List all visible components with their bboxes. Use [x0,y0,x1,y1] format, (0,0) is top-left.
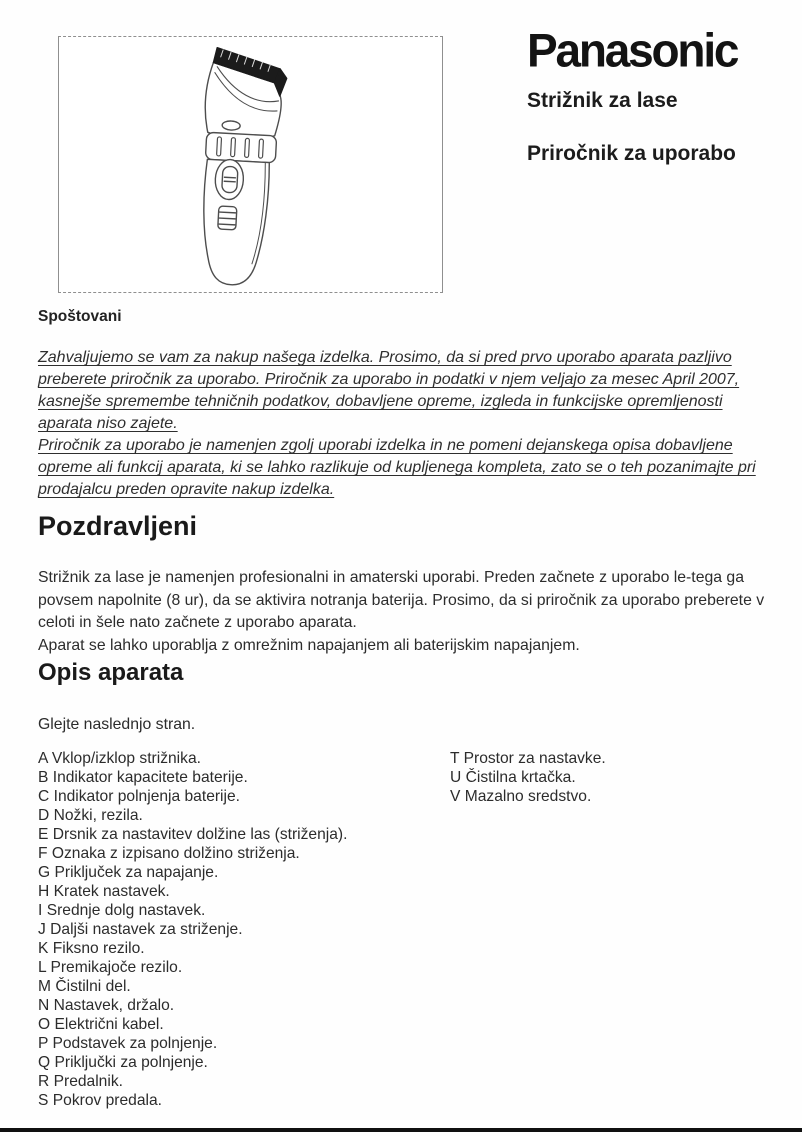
part-label: Pokrov predala. [52,1091,162,1109]
part-item-a [38,749,770,768]
part-item-v [450,787,606,806]
part-key: A [38,749,48,767]
part-label: Čistilna krtačka. [465,768,576,786]
part-label: Indikator polnjenja baterije. [53,787,240,805]
part-label: Priključki za polnjenje. [54,1053,208,1071]
part-item-h [38,882,770,901]
part-label: Električni kabel. [54,1015,164,1033]
part-item-i [38,901,770,920]
hair-clipper-illustration [59,37,442,292]
part-label: Priključek za napajanje. [54,863,219,881]
description-note: Glejte naslednjo stran. [38,715,196,733]
salutation: Spoštovani [38,308,122,325]
part-item-b [38,768,770,787]
device-image-frame [58,36,443,293]
part-label: Indikator kapacitete baterije. [52,768,248,786]
part-key: M [38,977,51,995]
part-key: L [38,958,47,976]
part-item-g [38,863,770,882]
product-title: Strižnik za lase [527,89,678,112]
power-note: Aparat se lahko uporablja z omrežnim napajanjem ali baterijskim napajanjem. [38,636,580,654]
part-key: Q [38,1053,51,1071]
part-item-t [450,749,606,768]
part-item-f [38,844,770,863]
part-item-u [450,768,606,787]
scanner-edge-bar [0,1128,802,1132]
part-key: O [38,1015,51,1033]
part-key: K [38,939,49,957]
part-label: Drsnik za nastavitev dolžine las (striženja). [52,825,348,843]
part-key: C [38,787,50,805]
part-key: P [38,1034,49,1052]
part-label: Mazalno sredstvo. [464,787,592,805]
panasonic-logo: Panasonic [527,23,738,77]
parts-list [38,749,770,1110]
part-key: B [38,768,49,786]
part-label: Vklop/izklop strižnika. [51,749,201,767]
page-content [38,308,770,1110]
part-label: Srednje dolg nastavek. [46,901,206,919]
part-label: Daljši nastavek za striženje. [50,920,243,938]
part-key: J [38,920,46,938]
part-item-n [38,996,770,1015]
part-item-l [38,958,770,977]
part-key: E [38,825,49,843]
part-key: G [38,863,51,881]
part-key: V [450,787,461,805]
part-item-e [38,825,770,844]
part-label: Fiksno rezilo. [52,939,145,957]
part-key: S [38,1091,49,1109]
part-key: F [38,844,48,862]
part-key: U [450,768,462,786]
disclaimer-paragraph-1: Zahvaljujemo se vam za nakup našega izdelka. Prosimo, da si pred prvo uporabo aparata pazljivo preberete priročnik za uporabo. Priročnik za uporabo in podatki v njem veljajo za mesec April 2007, kasnejše spremembe tehničnih podatkov, dobavljene opreme, izgleda in funkcijske opremljenosti aparata niso zajete. [38,349,740,432]
part-item-q [38,1053,770,1072]
part-key: R [38,1072,50,1090]
part-item-s [38,1091,770,1110]
description-heading: Opis aparata [38,659,184,687]
part-label: Podstavek za polnjenje. [52,1034,218,1052]
part-label: Čistilni del. [55,977,131,995]
part-label: Premikajoče rezilo. [50,958,183,976]
welcome-heading: Pozdravljeni [38,511,198,541]
part-item-d [38,806,770,825]
part-item-p [38,1034,770,1053]
part-label: Nožki, rezila. [53,806,143,824]
part-label: Prostor za nastavke. [463,749,606,767]
part-key: D [38,806,50,824]
part-label: Kratek nastavek. [53,882,170,900]
parts-list-right [450,749,606,806]
part-item-c [38,787,770,806]
part-item-k [38,939,770,958]
parts-list-left [38,749,770,1110]
part-label: Predalnik. [53,1072,123,1090]
part-item-j [38,920,770,939]
disclaimer-paragraph-2: Priročnik za uporabo je namenjen zgolj uporabi izdelka in ne pomeni dejanskega opisa dobavljene opreme ali funkcij aparata, ki se lahko razlikuje od kupljenega kompleta, zato se o teh pozanimajte pri prodajalcu preden opravite nakup izdelka. [38,437,756,498]
part-item-o [38,1015,770,1034]
part-key: T [450,749,460,767]
brand-block [527,23,789,166]
manual-title: Priročnik za uporabo [527,142,736,165]
part-key: I [38,901,43,919]
welcome-body: Strižnik za lase je namenjen profesionalni in amaterski uporabi. Preden začnete z uporabo le-tega ga povsem napolnite (8 ur), da se aktivira notranja baterija. Prosimo, da si priročnik za uporabo preberete v celoti in šele nato začnete z uporabo aparata. [38,569,765,632]
part-key: H [38,882,50,900]
part-item-m [38,977,770,996]
part-label: Oznaka z izpisano dolžino striženja. [51,844,300,862]
part-item-r [38,1072,770,1091]
part-key: N [38,996,50,1014]
part-label: Nastavek, držalo. [53,996,175,1014]
